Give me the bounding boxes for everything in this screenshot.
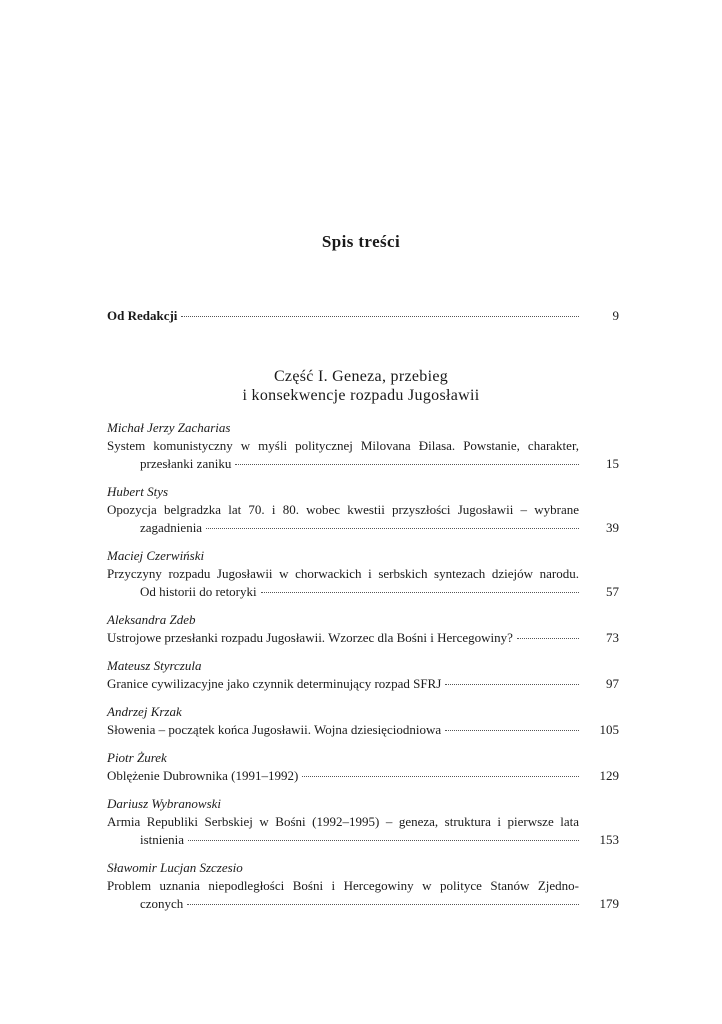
entry-author: Maciej Czerwiński: [107, 548, 205, 563]
dot-leader: [445, 684, 579, 685]
entry-title-line: Armia Republiki Serbskiej w Bośni (1992–1995) – geneza, struktura i pierwsze lata: [107, 814, 579, 829]
dot-leader: [517, 638, 579, 639]
entry-page-number: 105: [599, 722, 619, 737]
part-heading-line1: Część I. Geneza, przebieg: [273, 368, 449, 385]
toc-row: [107, 895, 619, 913]
entry-title-line: System komunistyczny w myśli politycznej Milovana Đilasa. Powstanie, charakter,: [107, 438, 579, 453]
toc-entry: [107, 859, 619, 913]
toc-row: [107, 306, 619, 325]
entry-page-number: 39: [606, 520, 619, 535]
toc-entry: [107, 749, 619, 785]
dot-leader: [188, 840, 579, 841]
entry-title-last-line: przesłanki zaniku: [140, 456, 232, 471]
entry-page-number: 73: [606, 630, 619, 645]
entry-page-number: 179: [599, 896, 619, 911]
toc-row: [107, 455, 619, 473]
preface-page: 9: [612, 308, 619, 323]
entry-title-line: Opozycja belgradzka lat 70. i 80. wobec kwestii przyszłości Jugosławii – wybrane: [107, 502, 579, 517]
entry-author: Piotr Żurek: [107, 750, 167, 765]
toc-entry: [107, 795, 619, 849]
toc-row: [107, 583, 619, 601]
entry-title-line: Przyczyny rozpadu Jugosławii w chorwackich i serbskich syntezach dziejów narodu.: [107, 566, 579, 581]
entry-title-last-line: Oblężenie Dubrownika (1991–1992): [107, 768, 299, 783]
entry-page-number: 57: [606, 584, 619, 599]
entry-page-number: 129: [599, 768, 619, 783]
toc-row: [107, 629, 619, 647]
dot-leader: [302, 776, 579, 777]
toc-entry: [107, 483, 619, 537]
part-heading-line2: i konsekwencje rozpadu Jugosławii: [242, 387, 480, 404]
entry-title-last-line: istnienia: [140, 832, 185, 847]
dot-leader: [445, 730, 579, 731]
entry-title-last-line: czonych: [140, 896, 184, 911]
toc-row: [107, 519, 619, 537]
entry-title-last-line: Od historii do retoryki: [140, 584, 257, 599]
entry-author: Michał Jerzy Zacharias: [107, 420, 231, 435]
toc-entries: [107, 419, 619, 923]
entry-page-number: 153: [599, 832, 619, 847]
entry-page-number: 15: [606, 456, 619, 471]
dot-leader: [187, 904, 579, 905]
entry-title-last-line: Granice cywilizacyjne jako czynnik determinujący rozpad SFRJ: [107, 676, 442, 691]
preface-label: Od Redakcji: [107, 308, 178, 323]
toc-row: [107, 721, 619, 739]
toc-entry: [107, 611, 619, 647]
toc-entry: [107, 703, 619, 739]
entry-author: Hubert Stys: [107, 484, 169, 499]
toc-preface: [107, 306, 619, 325]
part-heading: [0, 367, 722, 405]
page-title: Spis treści: [321, 232, 401, 251]
entry-author: Aleksandra Zdeb: [107, 612, 196, 627]
entry-page-number: 97: [606, 676, 619, 691]
entry-title-last-line: Słowenia – początek końca Jugosławii. Wojna dziesięciodniowa: [107, 722, 442, 737]
toc-entry: [107, 657, 619, 693]
dot-leader: [235, 464, 579, 465]
entry-title-last-line: zagadnienia: [140, 520, 203, 535]
dot-leader: [181, 316, 579, 317]
toc-entry: [107, 419, 619, 473]
entry-author: Mateusz Styrczula: [107, 658, 202, 673]
toc-row: [107, 675, 619, 693]
entry-author: Dariusz Wybranowski: [107, 796, 222, 811]
entry-title-line: Problem uznania niepodległości Bośni i Hercegowiny w polityce Stanów Zjedno-: [107, 878, 579, 893]
entry-author: Sławomir Lucjan Szczesio: [107, 860, 243, 875]
toc-entry: [107, 547, 619, 601]
toc-row: [107, 831, 619, 849]
entry-title-last-line: Ustrojowe przesłanki rozpadu Jugosławii. Wzorzec dla Bośni i Hercegowiny?: [107, 630, 513, 645]
toc-row: [107, 767, 619, 785]
entry-author: Andrzej Krzak: [107, 704, 182, 719]
dot-leader: [261, 592, 579, 593]
dot-leader: [206, 528, 579, 529]
